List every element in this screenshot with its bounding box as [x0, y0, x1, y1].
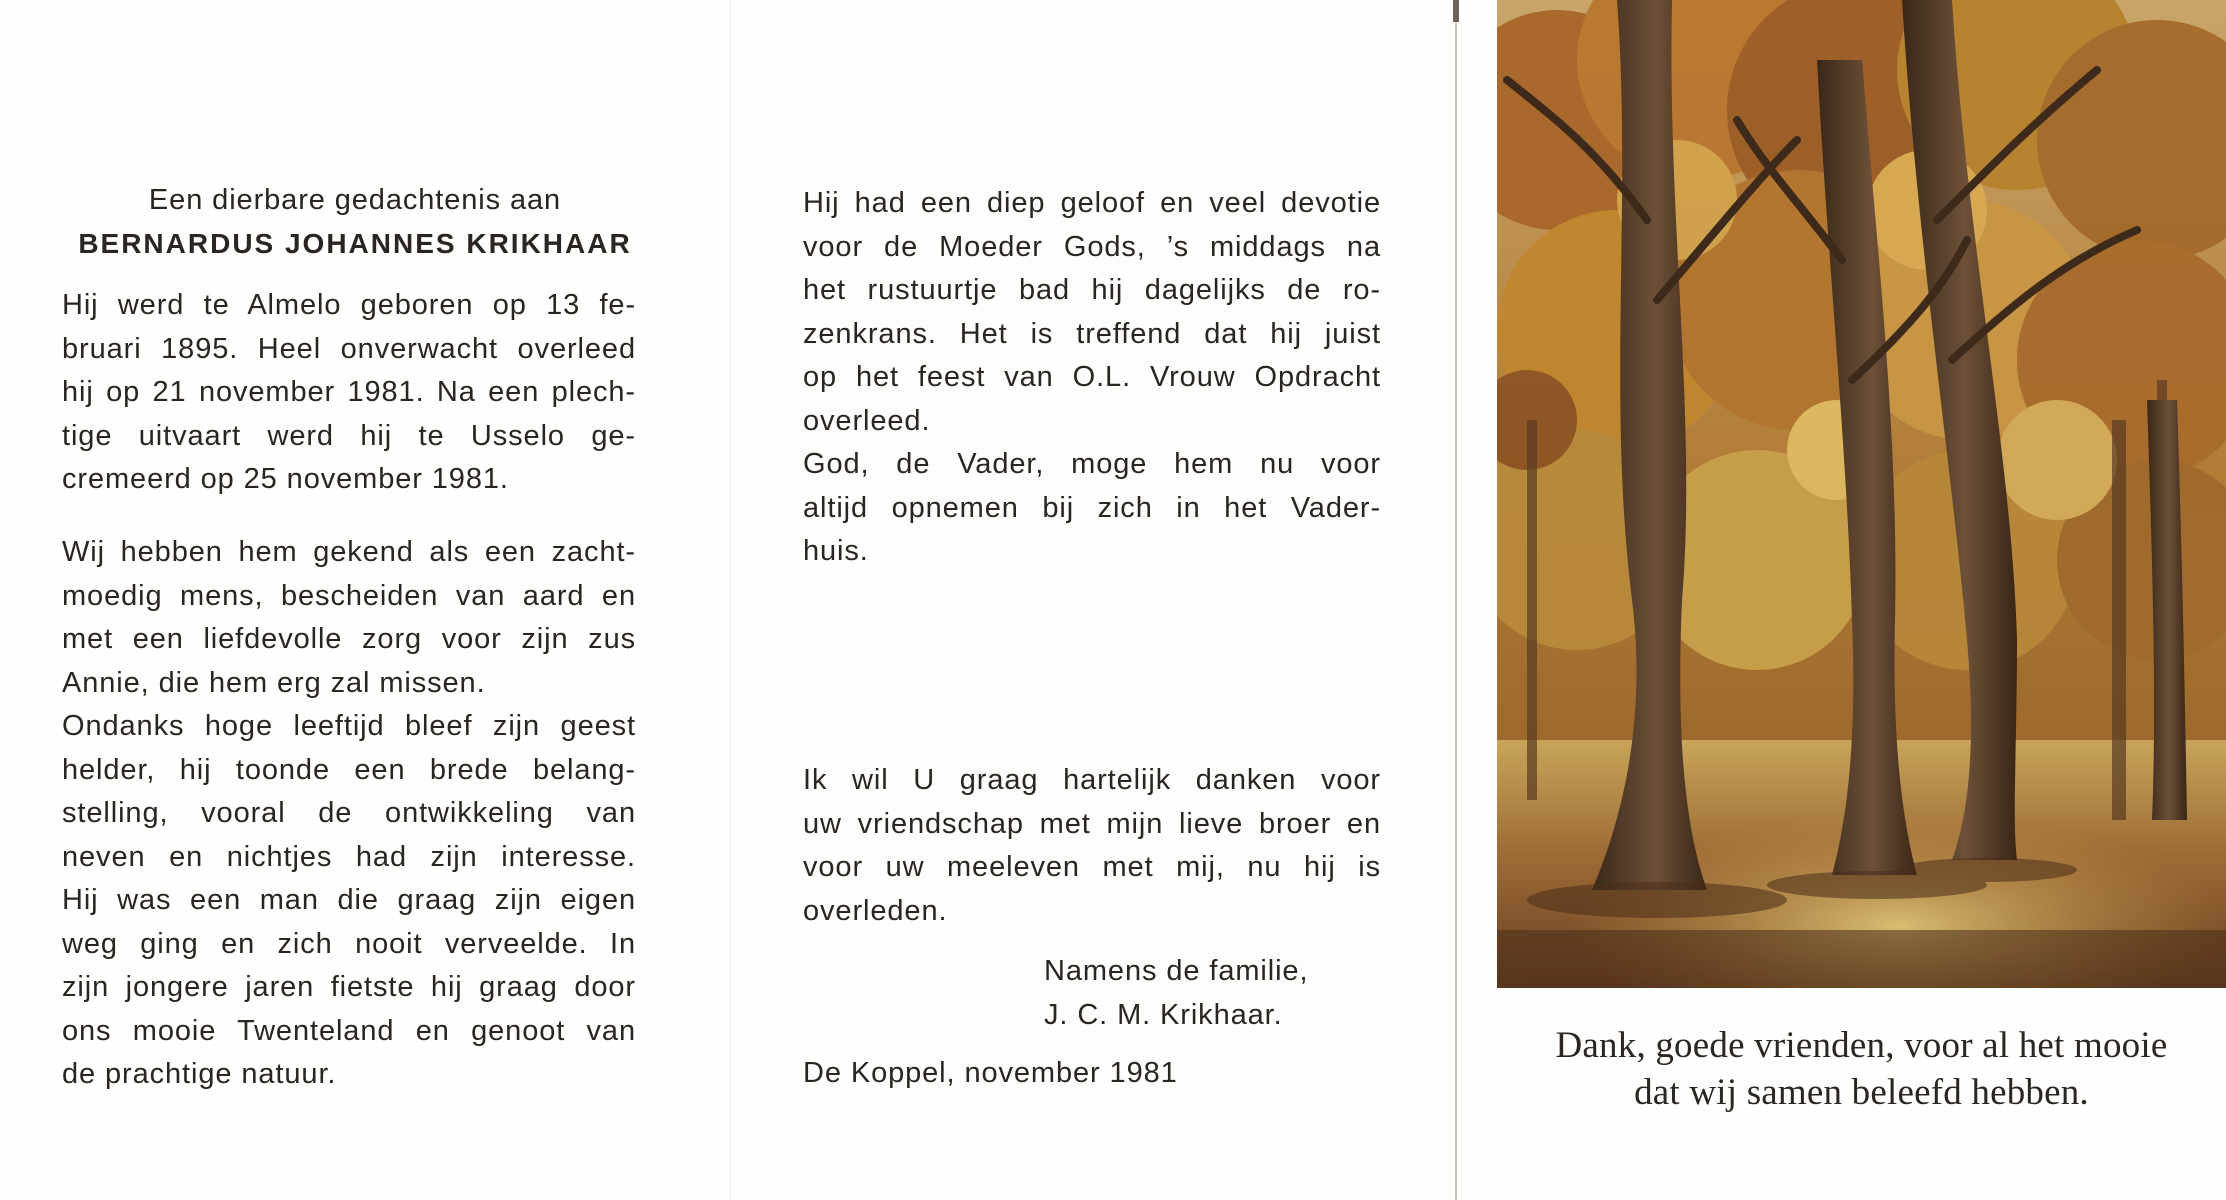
- faith-paragraph: [803, 182, 1381, 574]
- text-line: uw vriendschap met mijn lieve broer en: [803, 807, 1381, 840]
- text-line: zenkrans. Het is treffend dat hij juist: [803, 317, 1381, 350]
- fold-line: [1455, 0, 1457, 1200]
- text-line: hij op 21 november 1981. Na een plech-: [62, 376, 636, 408]
- text-line: bruari 1895. Heel onverwacht overleed: [62, 332, 636, 365]
- place-date: De Koppel, november 1981: [803, 1057, 1178, 1089]
- text-line: cremeerd op 25 november 1981.: [62, 463, 509, 495]
- text-line: weg ging en zich nooit verveelde. In: [62, 927, 636, 960]
- text-line: met een liefdevolle zorg voor zijn zus: [62, 623, 636, 655]
- signature-line-1: Namens de familie,: [1044, 955, 1309, 987]
- text-line: neven en nichtjes had zijn interesse.: [62, 840, 636, 873]
- text-line: Ik wil U graag hartelijk danken voor: [803, 764, 1381, 796]
- signature-line-2: J. C. M. Krikhaar.: [1044, 998, 1283, 1031]
- text-line: altijd opnemen bij zich in het Vader-: [803, 491, 1381, 524]
- text-line: ons mooie Twenteland en genoot van: [62, 1014, 636, 1047]
- text-line: het rustuurtje bad hij dagelijks de ro-: [803, 274, 1381, 306]
- caption-line-2: dat wij samen beleefd hebben.: [1634, 1072, 2089, 1113]
- middle-panel: [730, 0, 1460, 1200]
- text-line: op het feest van O.L. Vrouw Opdracht: [803, 361, 1381, 393]
- intro-heading: Een dierbare gedachtenis aan: [148, 184, 562, 216]
- text-line: stelling, vooral de ontwikkeling van: [62, 797, 636, 829]
- signature: [1044, 950, 1374, 1037]
- text-line: moedig mens, bescheiden van aard en: [62, 579, 636, 612]
- autumn-forest-photo: [1497, 0, 2226, 988]
- text-line: Hij werd te Almelo geboren op 13 fe-: [62, 289, 636, 321]
- photo-caption: [1497, 1022, 2226, 1116]
- text-line: zijn jongere jaren fietste hij graag door: [62, 971, 636, 1003]
- text-line: tige uitvaart werd hij te Usselo ge-: [62, 419, 636, 452]
- text-line: Ondanks hoge leeftijd bleef zijn geest: [62, 710, 636, 742]
- text-line: Hij had een diep geloof en veel devotie: [803, 187, 1381, 219]
- text-line: voor de Moeder Gods, ’s middags na: [803, 230, 1381, 263]
- text-line: God, de Vader, moge hem nu voor: [803, 448, 1381, 480]
- text-line: de prachtige natuur.: [62, 1058, 337, 1090]
- text-line: Wij hebben hem gekend als een zacht-: [62, 536, 636, 568]
- biography-paragraph-2: [62, 531, 636, 1097]
- text-line: helder, hij toonde een brede belang-: [62, 753, 636, 786]
- text-line: Annie, die hem erg zal missen.: [62, 666, 486, 699]
- text-line: Hij was een man die graag zijn eigen: [62, 884, 636, 916]
- text-line: overleed.: [803, 404, 931, 437]
- text-line: overleden.: [803, 894, 948, 927]
- text-line: voor uw meeleven met mij, nu hij is: [803, 851, 1381, 883]
- text-line: huis.: [803, 535, 869, 567]
- caption-line-1: Dank, goede vrienden, voor al het mooie: [1555, 1025, 2168, 1066]
- left-panel: [0, 0, 730, 1200]
- fold-mark: [1453, 0, 1459, 22]
- biography-paragraph-1: [62, 284, 636, 502]
- deceased-name: BERNARDUS JOHANNES KRIKHAAR: [78, 228, 632, 259]
- thanks-paragraph: [803, 759, 1381, 933]
